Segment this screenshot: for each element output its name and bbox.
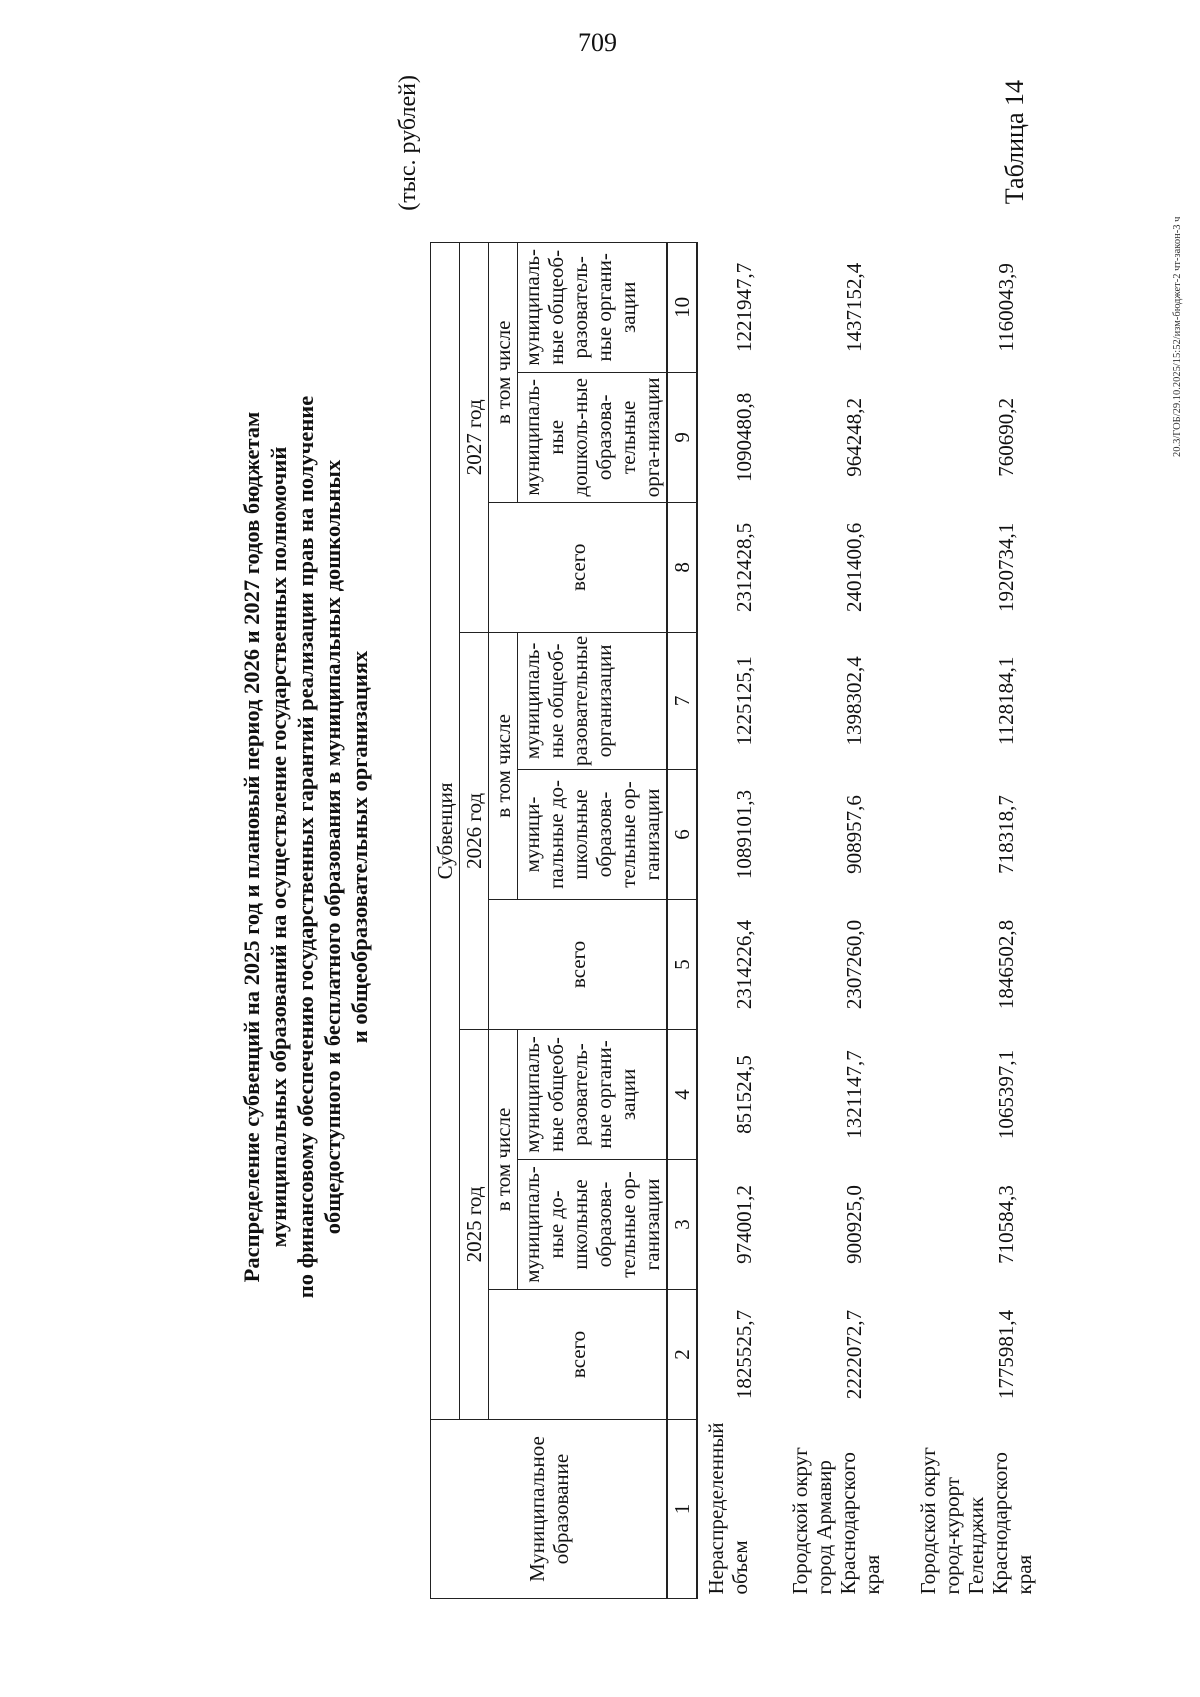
total-header: всего xyxy=(489,502,668,632)
cell-value: 1825525,7 xyxy=(732,1309,756,1400)
total-header: всего xyxy=(489,899,668,1029)
column-number: 4 xyxy=(667,1029,697,1159)
header-row xyxy=(460,242,489,1598)
cell-value: 908957,6 xyxy=(842,795,866,874)
municipality-header: Муниципальное образование xyxy=(431,1419,668,1598)
table-row xyxy=(886,242,1038,1598)
cell-value: 1160043,9 xyxy=(994,263,1018,352)
school-header: муниципаль-ные общеоб-разователь-ные органи-зации xyxy=(518,1029,668,1159)
units-label: (тыс. рублей) xyxy=(395,75,421,211)
header-row xyxy=(489,242,518,1598)
cell-value: 1920734,1 xyxy=(994,522,1018,612)
including-header: в том числе xyxy=(489,632,518,899)
cell-value: 2401400,6 xyxy=(842,522,866,612)
cell-value: 710584,3 xyxy=(994,1185,1018,1264)
cell-value: 900925,0 xyxy=(842,1185,866,1264)
cell-value: 1221947,7 xyxy=(732,262,756,352)
cell-value: 974001,2 xyxy=(732,1185,756,1264)
column-number: 8 xyxy=(667,502,697,632)
title-line: муниципальных образований на осуществление государственных полномочий xyxy=(266,446,291,1248)
cell-value: 2314226,4 xyxy=(732,919,756,1010)
title-line: и общеобразовательных организациях xyxy=(347,650,372,1044)
title-line: Распределение субвенций на 2025 год и плановый период 2026 и 2027 годов бюджетам xyxy=(239,411,264,1283)
subvention-header: Субвенция xyxy=(431,242,460,1419)
table-row xyxy=(697,242,758,1598)
column-number: 2 xyxy=(667,1289,697,1419)
cell-value: 760690,2 xyxy=(994,397,1018,477)
column-number: 10 xyxy=(667,242,697,372)
page-number: 709 xyxy=(578,28,617,57)
preschool-header: муниципаль-ные до-школьные образова-тельные ор-ганизации xyxy=(518,1159,668,1289)
cell-value: 964248,2 xyxy=(842,397,866,477)
cell-value: 1437152,4 xyxy=(842,262,866,352)
footer-code: 20.3/ГОБ/29.10.2025/15:52/изм-бюджет-2 чт-закон-3 ч xyxy=(1172,216,1183,457)
cell-value: 1846502,8 xyxy=(994,919,1018,1010)
row-name: Нераспределенный объем xyxy=(704,1422,752,1595)
cell-value: 718318,7 xyxy=(994,795,1018,874)
school-header: муниципаль-ные общеоб-разователь-ные органи-зации xyxy=(518,242,668,372)
cell-value: 2222072,7 xyxy=(842,1309,866,1400)
title-line: по финансовому обеспечению государственных гарантий реализации прав на получение xyxy=(293,395,318,1299)
cell-value: 1321147,7 xyxy=(842,1050,866,1139)
year-header: 2025 год xyxy=(460,1029,489,1419)
column-number: 6 xyxy=(667,769,697,899)
table-label: Таблица 14 xyxy=(1000,80,1029,205)
total-header: всего xyxy=(489,1289,668,1419)
school-header: муниципаль-ные общеоб-разовательные организации xyxy=(518,632,668,769)
preschool-header: муниципаль-ные дошколь-ные образова-тельные орга-низации xyxy=(518,372,668,502)
including-header: в том числе xyxy=(489,1029,518,1289)
cell-value: 1225125,1 xyxy=(732,656,756,746)
column-number: 7 xyxy=(667,632,697,769)
cell-value: 1398302,4 xyxy=(842,656,866,746)
subvention-table xyxy=(430,242,1038,1599)
header-row xyxy=(431,242,460,1598)
cell-value: 1065397,1 xyxy=(994,1049,1018,1140)
column-number: 9 xyxy=(667,372,697,502)
column-number-row xyxy=(667,242,697,1598)
cell-value: 1090480,8 xyxy=(732,392,756,482)
column-number: 3 xyxy=(667,1159,697,1289)
year-header: 2026 год xyxy=(460,632,489,1029)
title-line: общедоступного и бесплатного образования в муниципальных дошкольных xyxy=(320,459,345,1235)
preschool-header: муници-пальные до-школьные образова-тельные ор-ганизации xyxy=(518,769,668,899)
including-header: в том числе xyxy=(489,242,518,502)
table-row xyxy=(758,242,886,1598)
cell-value: 1128184,1 xyxy=(994,656,1018,746)
cell-value: 2307260,0 xyxy=(842,919,866,1010)
row-name: Городской округ город-курорт Геленджик Краснодарского края xyxy=(916,1447,1036,1595)
row-name: Городской округ город Армавир Краснодарского края xyxy=(788,1447,884,1595)
year-header: 2027 год xyxy=(460,242,489,632)
column-number: 1 xyxy=(667,1419,697,1598)
cell-value: 1775981,4 xyxy=(994,1309,1018,1400)
column-number: 5 xyxy=(667,899,697,1029)
document-title xyxy=(238,297,373,1397)
cell-value: 2312428,5 xyxy=(732,522,756,612)
cell-value: 851524,5 xyxy=(732,1055,756,1134)
cell-value: 1089101,3 xyxy=(732,789,756,880)
